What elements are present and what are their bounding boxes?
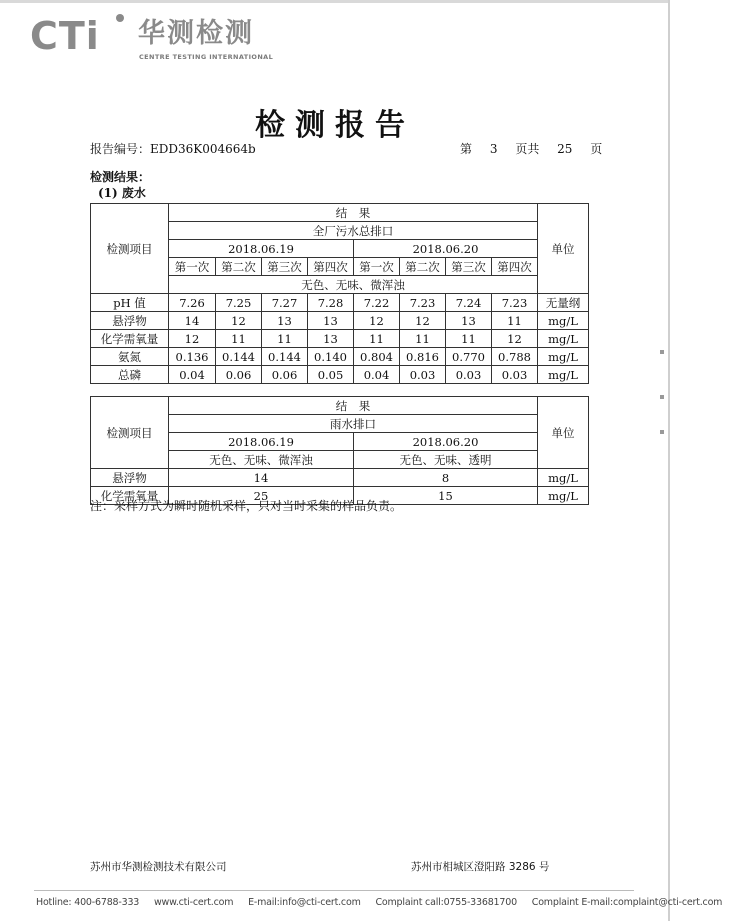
unit-value: mg/L [538, 312, 589, 330]
result-value: 13 [308, 312, 354, 330]
result-value: 12 [354, 312, 400, 330]
result-value: 8 [354, 469, 538, 487]
result-value: 7.25 [216, 294, 262, 312]
result-value: 7.23 [492, 294, 538, 312]
sample-time-header: 第一次 [354, 258, 400, 276]
result-header: 结 果 [169, 397, 538, 415]
footer-email[interactable]: E-mail:info@cti-cert.com [248, 897, 361, 908]
scan-mark [660, 430, 664, 434]
result-value: 11 [262, 330, 308, 348]
result-value: 0.144 [216, 348, 262, 366]
result-value: 13 [308, 330, 354, 348]
result-value: 7.22 [354, 294, 400, 312]
result-value: 7.26 [169, 294, 216, 312]
scan-mark [660, 350, 664, 354]
sample-time-header: 第一次 [169, 258, 216, 276]
result-value: 7.23 [400, 294, 446, 312]
report-number [90, 140, 256, 157]
result-value: 0.06 [262, 366, 308, 384]
footer-complaint-call: Complaint call:0755-33681700 [375, 897, 517, 908]
sampling-note: 注：采样方式为瞬时随机采样，只对当时采集的样品负责。 [90, 499, 403, 513]
result-value: 7.28 [308, 294, 354, 312]
sample-time-header: 第二次 [216, 258, 262, 276]
date-header: 2018.06.20 [354, 240, 538, 258]
result-value: 0.816 [400, 348, 446, 366]
rainwater-results-table [90, 396, 589, 505]
parameter-name: 化学需氧量 [91, 330, 169, 348]
sample-appearance: 无色、无味、透明 [354, 451, 538, 469]
unit-value: 无量纲 [538, 294, 589, 312]
sample-appearance: 无色、无味、微浑浊 [169, 451, 354, 469]
unit-value: mg/L [538, 330, 589, 348]
sampling-location: 全厂污水总排口 [169, 222, 538, 240]
parameter-name: 氨氮 [91, 348, 169, 366]
date-header: 2018.06.20 [354, 433, 538, 451]
footer-complaint-email[interactable]: Complaint E-mail:complaint@cti-cert.com [531, 897, 723, 908]
report-title: 检测报告 [255, 108, 415, 143]
result-value: 15 [354, 487, 538, 505]
result-value: 11 [216, 330, 262, 348]
page-prefix: 第 [460, 142, 473, 156]
result-value: 0.06 [216, 366, 262, 384]
unit-value: mg/L [538, 348, 589, 366]
item-header: 检测项目 [91, 397, 169, 469]
result-value: 0.03 [446, 366, 492, 384]
result-value: 13 [262, 312, 308, 330]
unit-header: 单位 [538, 204, 589, 294]
unit-value: mg/L [538, 366, 589, 384]
item-header: 检测项目 [91, 204, 169, 294]
wastewater-label: (1) 废水 [98, 186, 146, 200]
section-label: 检测结果： [90, 170, 151, 184]
footer-divider [34, 890, 634, 891]
result-value: 14 [169, 312, 216, 330]
unit-value: mg/L [538, 469, 589, 487]
sample-time-header: 第二次 [400, 258, 446, 276]
result-value: 11 [492, 312, 538, 330]
sample-appearance: 无色、无味、微浑浊 [169, 276, 538, 294]
result-value: 0.03 [492, 366, 538, 384]
result-value: 0.140 [308, 348, 354, 366]
result-value: 7.27 [262, 294, 308, 312]
report-number-label: 报告编号： [90, 142, 151, 156]
result-value: 11 [400, 330, 446, 348]
footer-contacts [36, 897, 734, 908]
page-total: 25 [557, 142, 573, 156]
result-value: 12 [216, 312, 262, 330]
wastewater-results-table [90, 203, 589, 384]
result-value: 14 [169, 469, 354, 487]
date-header: 2018.06.19 [169, 433, 354, 451]
parameter-name: 化学需氧量 [91, 487, 169, 505]
sample-time-header: 第四次 [492, 258, 538, 276]
unit-header: 单位 [538, 397, 589, 469]
logo-english-name: CENTRE TESTING INTERNATIONAL [139, 53, 274, 61]
scan-edge-top [0, 0, 670, 3]
sample-time-header: 第三次 [446, 258, 492, 276]
result-value: 0.770 [446, 348, 492, 366]
result-value: 11 [446, 330, 492, 348]
parameter-name: 悬浮物 [91, 469, 169, 487]
result-value: 0.136 [169, 348, 216, 366]
result-value: 0.04 [354, 366, 400, 384]
parameter-name: 悬浮物 [91, 312, 169, 330]
logo-dot [116, 14, 124, 22]
footer-hotline: Hotline: 400-6788-333 [36, 897, 140, 908]
result-value: 0.05 [308, 366, 354, 384]
company-address: 苏州市相城区澄阳路 3286 号 [411, 861, 550, 873]
parameter-name: pH 值 [91, 294, 169, 312]
page-suffix: 页 [590, 142, 603, 156]
date-header: 2018.06.19 [169, 240, 354, 258]
sample-time-header: 第四次 [308, 258, 354, 276]
page-mid: 页共 [515, 142, 540, 156]
page-indicator [460, 140, 602, 157]
logo-chinese-name: 华测检测 [138, 18, 254, 49]
result-value: 0.804 [354, 348, 400, 366]
unit-value: mg/L [538, 487, 589, 505]
page-current: 3 [489, 142, 498, 156]
result-value: 13 [446, 312, 492, 330]
report-number-value: EDD36K004664b [150, 142, 256, 156]
footer-website[interactable]: www.cti-cert.com [153, 897, 234, 908]
result-value: 12 [492, 330, 538, 348]
result-value: 12 [169, 330, 216, 348]
result-value: 0.04 [169, 366, 216, 384]
company-name: 苏州市华测检测技术有限公司 [90, 861, 227, 873]
result-value: 11 [354, 330, 400, 348]
result-value: 0.144 [262, 348, 308, 366]
result-header: 结 果 [169, 204, 538, 222]
result-value: 25 [169, 487, 354, 505]
result-value: 7.24 [446, 294, 492, 312]
result-value: 12 [400, 312, 446, 330]
result-value: 0.03 [400, 366, 446, 384]
result-value: 0.788 [492, 348, 538, 366]
sampling-location: 雨水排口 [169, 415, 538, 433]
parameter-name: 总磷 [91, 366, 169, 384]
logo-brand: CTi [30, 14, 100, 58]
sample-time-header: 第三次 [262, 258, 308, 276]
scan-mark [660, 395, 664, 399]
